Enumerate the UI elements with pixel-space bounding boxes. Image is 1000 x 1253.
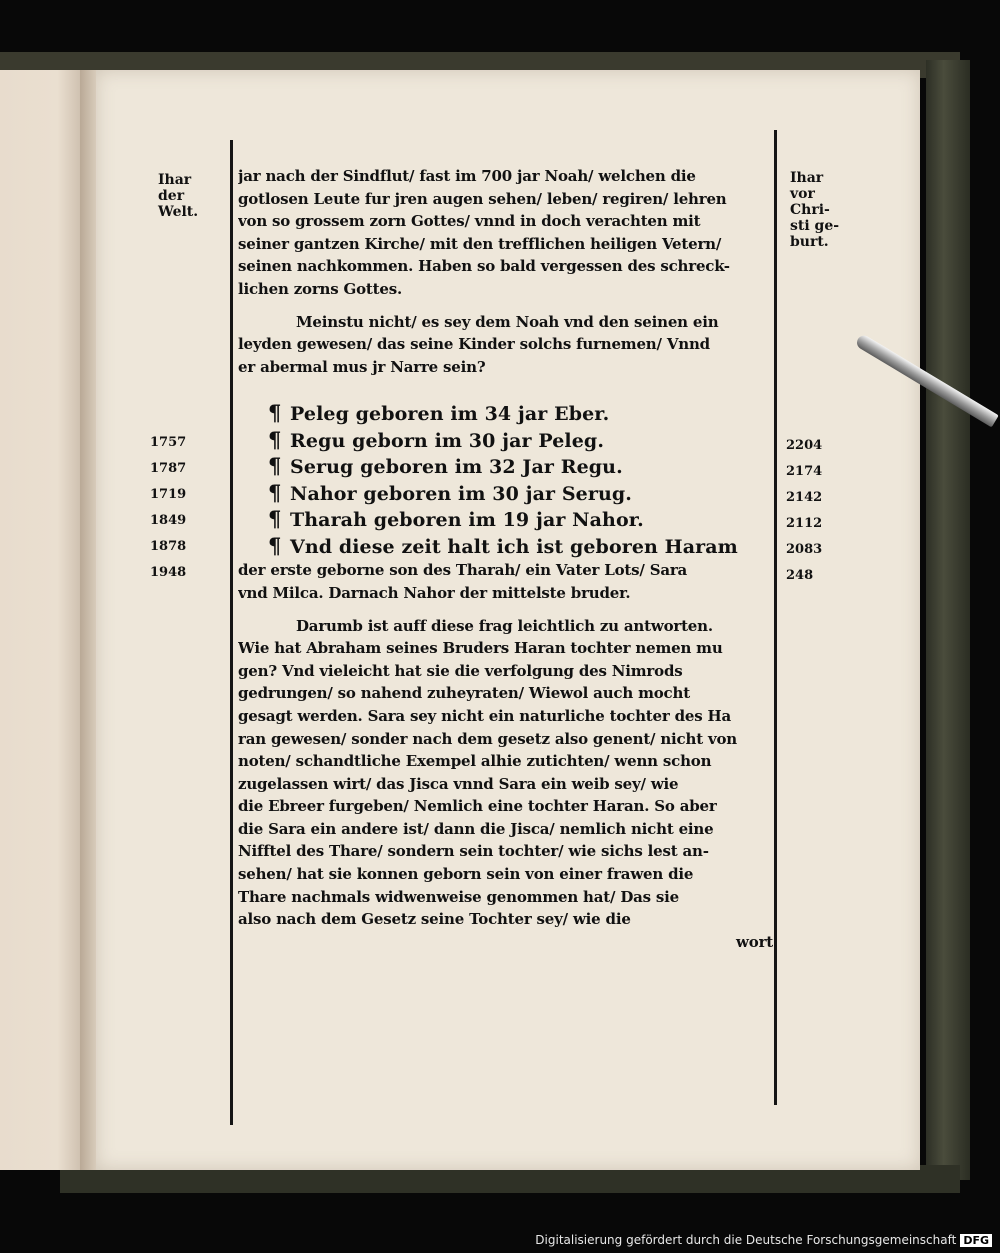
text-line: ran gewesen/ sonder nach dem gesetz also genent/ nicht von xyxy=(238,729,737,748)
facing-page-edge xyxy=(0,70,82,1170)
main-text-column xyxy=(238,165,773,953)
pilcrow-icon: ¶ xyxy=(268,479,282,505)
pilcrow-icon: ¶ xyxy=(268,506,282,532)
generation-entry: ¶ Regu geborn im 30 jar Peleg. xyxy=(268,426,605,452)
text-line: er abermal mus jr Narre sein? xyxy=(238,357,486,376)
footer-credit-text: Digitalisierung gefördert durch die Deutsche Forschungsgemeinschaft xyxy=(535,1233,957,1247)
right-year: 2112 xyxy=(786,516,823,531)
generation-list xyxy=(238,400,773,604)
text-line: noten/ schandtliche Exempel alhie zutichten/ wenn schon xyxy=(238,752,712,771)
text-line: seiner gantzen Kirche/ mit den trefflichen heiligen Vetern/ xyxy=(238,234,722,253)
right-year: 2174 xyxy=(786,464,823,479)
right-year: 2142 xyxy=(786,490,823,505)
margin-heading-year-before-christ: Ihar vor Chri- sti ge- burt. xyxy=(790,170,840,250)
text-line: die Sara ein andere ist/ dann die Jisca/ nemlich nicht eine xyxy=(238,819,714,838)
text-line: der erste geborne son des Tharah/ ein Vater Lots/ Sara xyxy=(238,561,688,580)
text-line: gen? Vnd vieleicht hat sie die verfolgung des Nimrods xyxy=(238,661,683,680)
right-column-rule xyxy=(774,130,777,1105)
right-year: 2083 xyxy=(786,542,823,557)
text-line: gedrungen/ so nahend zuheyraten/ Wiewol auch mocht xyxy=(238,684,690,703)
right-margin-years xyxy=(786,433,841,589)
text-line: seinen nachkommen. Haben so bald vergessen des schreck- xyxy=(238,257,730,276)
text-line: Thare nachmals widwenweise genommen hat/ Das sie xyxy=(238,887,679,906)
left-year: 1757 xyxy=(150,435,187,450)
pilcrow-icon: ¶ xyxy=(268,400,282,426)
paragraph-2 xyxy=(238,311,773,379)
generation-entry: ¶ Serug geboren im 32 Jar Regu. xyxy=(268,453,623,479)
generation-entry: ¶ Tharah geboren im 19 jar Nahor. xyxy=(268,506,644,532)
dfg-logo: DFG xyxy=(960,1234,992,1247)
pilcrow-icon: ¶ xyxy=(268,532,282,558)
text-line: Meinstu nicht/ es sey dem Noah vnd den seinen ein xyxy=(296,312,719,331)
text-line: gotlosen Leute fur jren augen sehen/ leben/ regiren/ lehren xyxy=(238,189,727,208)
text-line: Wie hat Abraham seines Bruders Haran tochter nemen mu xyxy=(238,639,723,658)
text-line: Darumb ist auff diese frag leichtlich zu antworten. xyxy=(296,616,713,635)
text-line: gesagt werden. Sara sey nicht ein naturliche tochter des Ha xyxy=(238,706,731,725)
book-cover-right-edge xyxy=(926,60,970,1180)
left-year: 1719 xyxy=(150,487,187,502)
text-line: lichen zorns Gottes. xyxy=(238,279,402,298)
generation-entry: ¶ Nahor geboren im 30 jar Serug. xyxy=(268,479,632,505)
text-line: zugelassen wirt/ das Jisca vnnd Sara ein weib sey/ wie xyxy=(238,774,679,793)
text-line: Nifftel des Thare/ sondern sein tochter/ wie sichs lest an- xyxy=(238,842,709,861)
text-line: die Ebreer furgeben/ Nemlich eine tochter Haran. So aber xyxy=(238,797,717,816)
paragraph-3 xyxy=(238,615,773,954)
generation-entry: ¶ Vnd diese zeit halt ich ist geboren Haram xyxy=(268,532,738,558)
margin-heading-year-of-world: Ihar der Welt. xyxy=(158,172,199,220)
paragraph-1 xyxy=(238,165,773,301)
right-year: 248 xyxy=(786,568,814,583)
text-line: von so grossem zorn Gottes/ vnnd in doch verachten mit xyxy=(238,212,701,231)
footer-credit xyxy=(535,1233,992,1247)
left-year: 1787 xyxy=(150,461,187,476)
text-line: vnd Milca. Darnach Nahor der mittelste bruder. xyxy=(238,583,631,602)
left-margin-years xyxy=(150,430,210,586)
text-line: sehen/ hat sie konnen geborn sein von einer frawen die xyxy=(238,865,694,884)
generation-entry: ¶ Peleg geboren im 34 jar Eber. xyxy=(268,400,610,426)
left-year: 1849 xyxy=(150,513,187,528)
text-line: also nach dem Gesetz seine Tochter sey/ wie die xyxy=(238,910,631,929)
right-year: 2204 xyxy=(786,438,823,453)
text-line: leyden gewesen/ das seine Kinder solchs furnemen/ Vnnd xyxy=(238,335,710,354)
left-column-rule xyxy=(230,140,233,1125)
catchword: wort xyxy=(736,932,773,951)
left-year: 1948 xyxy=(150,565,187,580)
text-line: jar nach der Sindflut/ fast im 700 jar Noah/ welchen die xyxy=(238,167,696,185)
left-year: 1878 xyxy=(150,539,187,554)
pilcrow-icon: ¶ xyxy=(268,453,282,479)
pilcrow-icon: ¶ xyxy=(268,426,282,452)
